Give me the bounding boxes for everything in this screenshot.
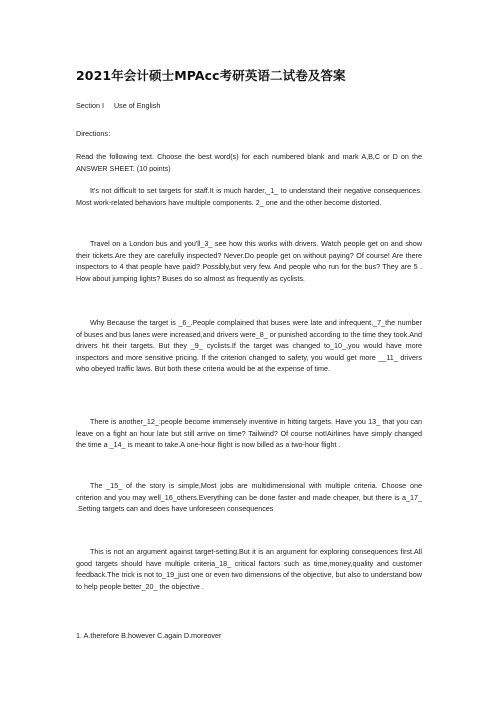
directions-label: Directions： bbox=[76, 129, 116, 138]
document-title: 2021年会计硕士MPAcc考研英语二试卷及答案 bbox=[76, 68, 346, 83]
passage-paragraph-2: Travel on a London bus and you'll_3_ see how this works with drivers. Watch people get on and show their tickets.Are they are carefully inspected? Never.Do people get on without paying? Of course! Are there inspectors to 4 that people have paid? Possibly,but very few. And people who run for the bus? They are 5 . How about jumping lights? Buses do so almost as frequently as cyclists. bbox=[76, 239, 422, 283]
section-name: Use of English bbox=[113, 101, 161, 110]
passage-paragraph-3: Why Because the target is _6_.People complained that buses were late and infrequent,_7_the number of buses and bus lanes were increased,and drivers were_8_ or punished according to the time they took.And drivers hit their targets. But they _9_ cyclists.If the target was changed to_10_,you would have more inspectors and more sensitive pricing. If the criterion changed to safety, you would get more __11_ drivers who obeyed traffic laws. But both these criteria would be at the expense of time. bbox=[76, 318, 423, 374]
instructions-paragraph: Read the following text. Choose the best word(s) for each numbered blank and mark A,B,C or D on the ANSWER SHEET. (10 points) bbox=[76, 152, 422, 173]
question-option-1: 1. A.therefore B.however C.again D.moreover bbox=[76, 631, 222, 640]
passage-paragraph-5: The _15_ of the story is simple,Most jobs are multidimensional with multiple criteria. Choose one criterion and you may well_16_others.Everything can be done faster and made cheaper, but there is a_17_ .Setting targets can and does have unforeseen consequences bbox=[76, 481, 422, 514]
passage-paragraph-1: It's not difficult to set targets for staff.It is much harder,_1_ to understand their negative consequences. Most work-related behaviors have multiple components. 2_ one and the other become distorted. bbox=[76, 186, 422, 207]
passage-paragraph-4: There is another_12_:people become immensely inventive in hitting targets. Have you 13_ that you can leave on a fight an hour late but still arrive on time? Tailwind? Of course not!Airlines have simply changed the time a _14_ is meant to take.A one-hour flight is now billed as a two-hour flight . bbox=[76, 417, 422, 450]
section-number: Section I bbox=[76, 101, 104, 110]
passage-paragraph-6: This is not an argument against target-setting.But it is an argument for exploring consequences first.All good targets should have multiple criteria_18_ critical factors such as time,money,quality and customer feedback.The trick is not to_19_just one or even two dimensions of the objective, but also to understand bow to help people better_20_ the objective . bbox=[76, 547, 422, 591]
section-heading bbox=[76, 101, 160, 110]
